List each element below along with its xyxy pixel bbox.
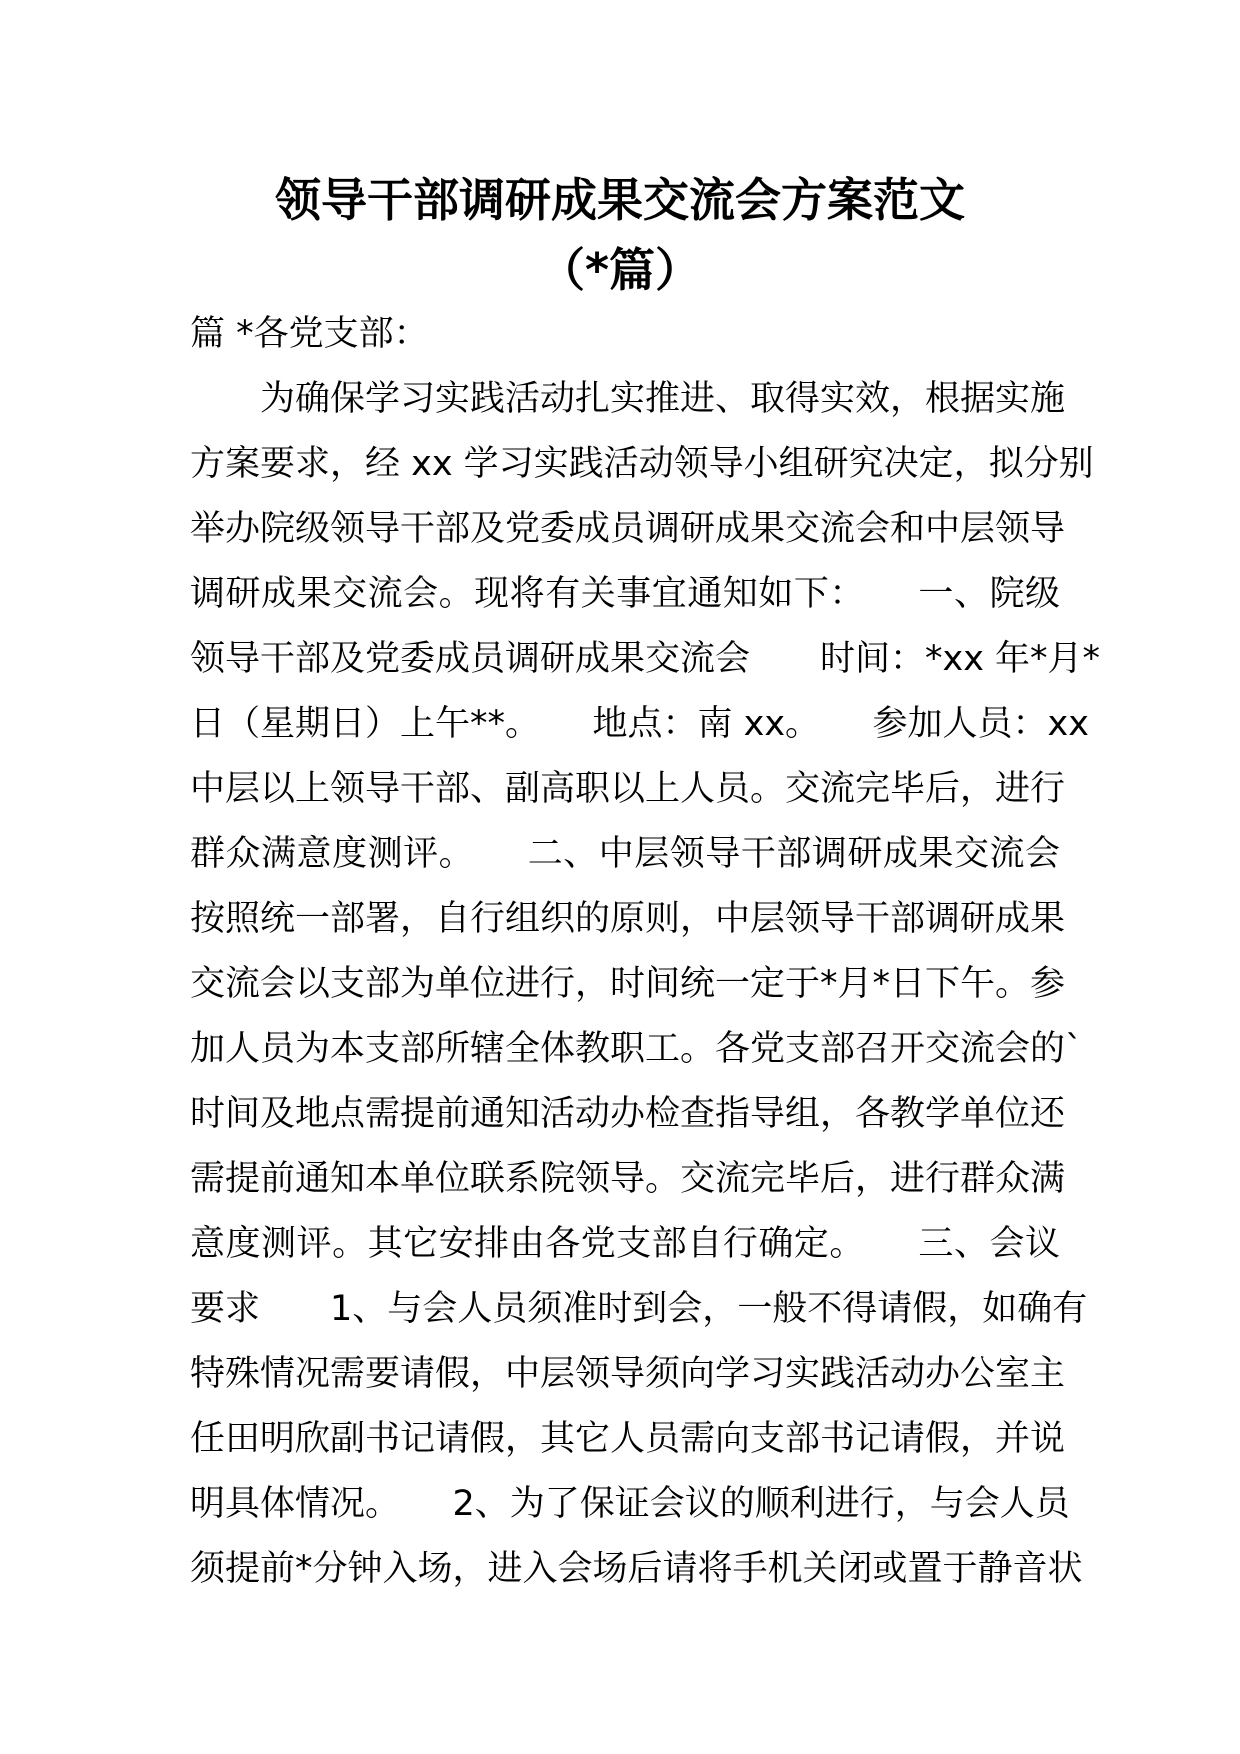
body-line: 特殊情况需要请假，中层领导须向学习实践活动办公室主: [190, 1354, 1066, 1394]
body-line: 为确保学习实践活动扎实推进、取得实效，根据实施: [190, 379, 1066, 419]
body-line: 调研成果交流会。现将有关事宜通知如下： 一、院级: [190, 574, 1060, 614]
body-line: 明具体情况。 2、为了保证会议的顺利进行，与会人员: [190, 1484, 1070, 1524]
body-line: 按照统一部署，自行组织的原则，中层领导干部调研成果: [190, 899, 1066, 939]
body-line: 交流会以支部为单位进行，时间统一定于*月*日下午。参: [190, 964, 1066, 1004]
body-line: 时间及地点需提前通知活动办检查指导组，各教学单位还: [190, 1094, 1066, 1134]
body-line: 中层以上领导干部、副高职以上人员。交流完毕后，进行: [190, 769, 1066, 809]
salutation: 篇 *各党支部：: [190, 314, 429, 354]
body-line: 任田明欣副书记请假，其它人员需向支部书记请假，并说: [190, 1419, 1066, 1459]
document-subtitle: （*篇）: [538, 243, 702, 297]
document-title: 领导干部调研成果交流会方案范文: [275, 173, 965, 227]
body-line: 方案要求，经 xx 学习实践活动领导小组研究决定，拟分别: [190, 444, 1094, 484]
body-line: 须提前*分钟入场，进入会场后请将手机关闭或置于静音状: [190, 1549, 1083, 1589]
body-line: 日（星期日）上午**。 地点：南 xx。 参加人员：xx: [190, 704, 1089, 744]
body-line: 加人员为本支部所辖全体教职工。各党支部召开交流会的`: [190, 1029, 1083, 1069]
body-line: 需提前通知本单位联系院领导。交流完毕后，进行群众满: [190, 1159, 1066, 1199]
body-line: 要求 1、与会人员须准时到会，一般不得请假，如确有: [190, 1289, 1088, 1329]
body-line: 领导干部及党委成员调研成果交流会 时间：*xx 年*月*: [190, 639, 1101, 679]
body-line: 意度测评。其它安排由各党支部自行确定。 三、会议: [190, 1224, 1060, 1264]
body-line: 群众满意度测评。 二、中层领导干部调研成果交流会: [190, 834, 1060, 874]
body-line: 举办院级领导干部及党委成员调研成果交流会和中层领导: [190, 509, 1066, 549]
document-body: [190, 302, 1101, 1602]
